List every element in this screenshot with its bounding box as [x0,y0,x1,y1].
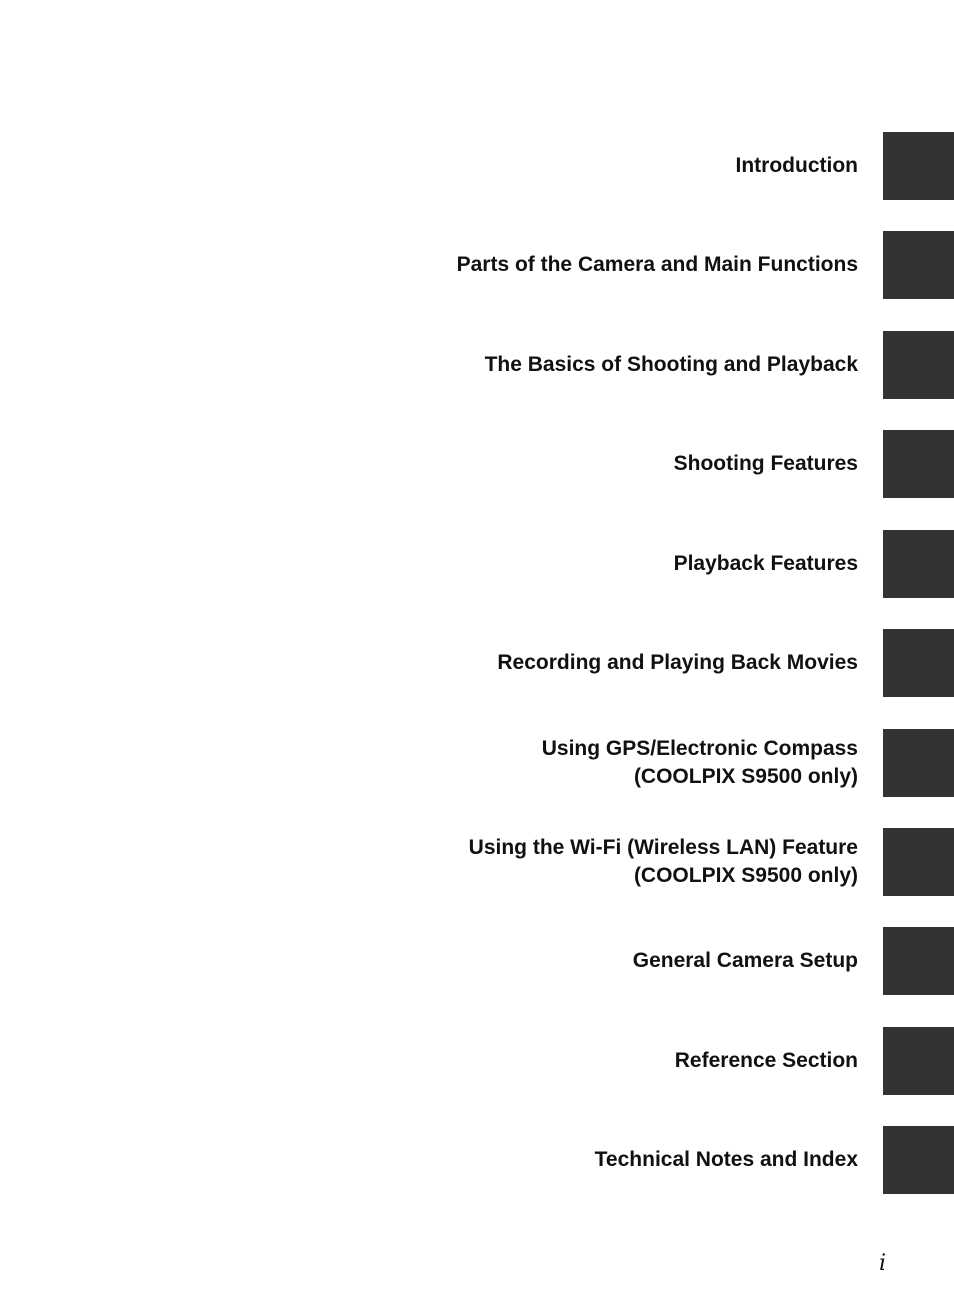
toc-label-line: Shooting Features [673,452,858,475]
section-tab[interactable] [883,629,954,697]
toc-label[interactable] [298,1027,858,1095]
toc-label[interactable] [298,530,858,598]
toc-label-line: Recording and Playing Back Movies [497,651,858,674]
section-tab[interactable] [883,828,954,896]
toc-label-line: The Basics of Shooting and Playback [484,353,858,376]
toc-label[interactable] [298,629,858,697]
toc-label-line: Reference Section [674,1049,858,1072]
toc-label[interactable] [298,132,858,200]
toc-label[interactable] [298,1126,858,1194]
toc-label-line: Using GPS/Electronic Compass [541,737,858,760]
section-tab[interactable] [883,530,954,598]
toc-label-line: Playback Features [673,552,858,575]
toc-label-line: (COOLPIX S9500 only) [633,765,858,788]
section-tab[interactable] [883,729,954,797]
toc-label-line: Using the Wi-Fi (Wireless LAN) Feature [468,836,858,859]
toc-label[interactable] [298,331,858,399]
section-tab[interactable] [883,1027,954,1095]
toc-label-line: Introduction [735,154,858,177]
section-tab[interactable] [883,331,954,399]
toc-label-line: Parts of the Camera and Main Functions [456,253,858,276]
toc-label-line: Technical Notes and Index [594,1148,858,1171]
section-tab[interactable] [883,231,954,299]
section-tab[interactable] [883,927,954,995]
section-tab[interactable] [883,132,954,200]
toc-label[interactable] [298,828,858,896]
toc-label[interactable] [298,729,858,797]
section-tab[interactable] [883,430,954,498]
page-number: i [879,1251,887,1276]
toc-label[interactable] [298,430,858,498]
toc-label[interactable] [298,231,858,299]
toc-label[interactable] [298,927,858,995]
toc-label-line: (COOLPIX S9500 only) [633,864,858,887]
toc-label-line: General Camera Setup [632,949,858,972]
section-tab[interactable] [883,1126,954,1194]
